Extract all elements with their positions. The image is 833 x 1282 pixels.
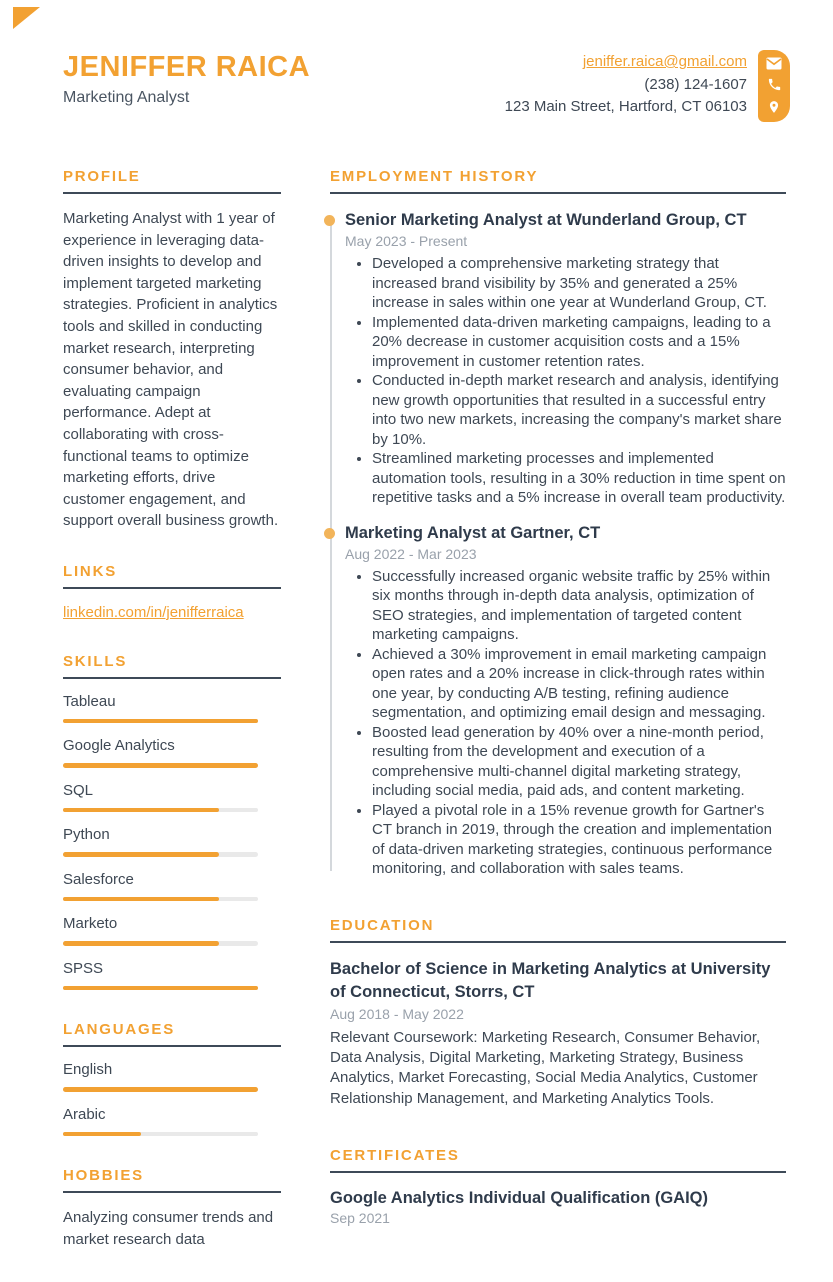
job-entry <box>345 523 786 879</box>
certificates-section <box>330 1147 786 1226</box>
person-name: JENIFFER RAICA <box>63 51 311 83</box>
skills-heading: SKILLS <box>63 653 281 679</box>
job-bullet: • Streamlined marketing processes and implemented automation tools, resulting in a 30% reduction in time spent on repetitive tasks and a 5% increase in overall team productivity. <box>372 449 786 508</box>
hobbies-text: Analyzing consumer trends and market research data <box>63 1209 274 1249</box>
skill-meter-fill <box>63 852 219 857</box>
skill-item <box>63 693 281 724</box>
job-bullet-list <box>345 254 786 508</box>
job-bullet: • Played a pivotal role in a 15% revenue growth for Gartner's CT branch in 2019, through the creation and implementation of data-driven marketing strategies, continuous performance monitoring, and collaboration with sales teams. <box>372 801 786 879</box>
skill-item <box>63 826 281 857</box>
skill-meter-fill <box>63 808 219 813</box>
job-bullet-list <box>345 567 786 879</box>
education-section <box>330 917 786 1110</box>
skill-item <box>63 960 281 991</box>
email-link[interactable]: jeniffer.raica@gmail.com <box>582 53 747 70</box>
job-bullet: • Developed a comprehensive marketing strategy that increased brand visibility by 35% and generated a 25% increase in sales within one year at Wunderland Group, CT. <box>372 254 786 313</box>
skill-meter-fill <box>63 719 258 724</box>
certificate-entry <box>330 1189 786 1226</box>
skill-label: Google Analytics <box>63 737 175 755</box>
skill-meter-fill <box>63 941 219 946</box>
skill-item <box>63 782 281 813</box>
employment-section <box>330 168 786 879</box>
job-bullet: • Successfully increased organic website traffic by 25% within six months through in-depth data analysis, optimization of SEO strategies, and implementation of targeted content marketing campaigns. <box>372 567 786 645</box>
skill-meter <box>63 719 258 724</box>
employment-timeline <box>330 210 786 879</box>
skill-item <box>63 915 281 946</box>
education-degree: Bachelor of Science in Marketing Analytics at University of Connecticut, Storrs, CT <box>330 959 771 1001</box>
languages-heading: LANGUAGES <box>63 1021 281 1047</box>
certificate-title: Google Analytics Individual Qualification (GAIQ) <box>330 1189 709 1208</box>
header <box>0 0 833 122</box>
skill-item <box>63 871 281 902</box>
location-icon <box>767 99 781 115</box>
education-dates: Aug 2018 - May 2022 <box>330 1005 464 1022</box>
phone-icon <box>767 77 782 92</box>
skill-meter <box>63 852 258 857</box>
links-heading: LINKS <box>63 563 281 589</box>
job-dates: Aug 2022 - Mar 2023 <box>345 545 477 562</box>
language-meter <box>63 1132 258 1137</box>
skill-meter <box>63 763 258 768</box>
skill-meter-fill <box>63 897 219 902</box>
address: 123 Main Street, Hartford, CT 06103 <box>504 98 747 115</box>
skill-meter-fill <box>63 763 258 768</box>
linkedin-link[interactable]: linkedin.com/in/jenifferraica <box>63 603 244 621</box>
right-column <box>330 168 786 1282</box>
envelope-icon <box>766 57 782 70</box>
skill-label: SQL <box>63 781 94 799</box>
skill-label: SPSS <box>63 959 104 977</box>
job-bullet: • Conducted in-depth market research and analysis, identifying new growth opportunities that resulted in a successful entry into two new markets, increasing the company's market share by 10%. <box>372 371 786 449</box>
job-title: Senior Marketing Analyst at Wunderland Group, CT <box>345 210 786 231</box>
language-meter <box>63 1087 258 1092</box>
job-dates: May 2023 - Present <box>345 233 468 249</box>
person-job-title: Marketing Analyst <box>63 89 190 106</box>
skill-item <box>63 737 281 768</box>
languages-section <box>63 1021 281 1136</box>
job-bullet: • Achieved a 30% improvement in email marketing campaign open rates and a 20% increase in click-through rates within one year, by conducting A/B testing, refining audience segmentation, and optimizing email design and messaging. <box>372 645 786 723</box>
contact-icon-strip <box>758 50 790 122</box>
profile-heading: PROFILE <box>63 168 281 194</box>
language-label: Arabic <box>63 1105 106 1123</box>
language-meter-fill <box>63 1087 258 1092</box>
skill-meter <box>63 941 258 946</box>
profile-text: Marketing Analyst with 1 year of experience in leveraging data-driven insights to develop and implement targeted marketing strategies. Proficient in analytics tools and skilled in conducting market research, interpreting consumer behavior, and evaluating campaign performance. Adept at collaborating with cross-functional teams to optimize marketing efforts, drive customer engagement, and support overall business growth. <box>63 210 279 530</box>
skill-meter <box>63 808 258 813</box>
skill-label: Tableau <box>63 692 116 710</box>
job-bullet: • Implemented data-driven marketing campaigns, leading to a 20% decrease in customer acquisition costs and a 15% improvement in customer retention rates. <box>372 313 786 372</box>
hobbies-section <box>63 1167 281 1251</box>
job-title: Marketing Analyst at Gartner, CT <box>345 523 786 544</box>
education-description: Relevant Coursework: Marketing Research, Consumer Behavior, Data Analysis, Digital Marketing, Marketing Strategy, Business Analytics, Market Forecasting, Social Media Analytics, Customer Relationship Management, and Marketing Analytics Tools. <box>330 1028 761 1107</box>
profile-section <box>63 168 281 532</box>
skill-meter <box>63 986 258 991</box>
language-meter-fill <box>63 1132 141 1137</box>
education-heading: EDUCATION <box>330 917 786 943</box>
job-entry <box>345 210 786 508</box>
education-entry <box>330 958 786 1110</box>
skill-label: Salesforce <box>63 870 134 888</box>
skill-label: Marketo <box>63 915 118 933</box>
contact-block <box>505 50 790 122</box>
hobbies-heading: HOBBIES <box>63 1167 281 1193</box>
language-item <box>63 1106 281 1137</box>
employment-heading: EMPLOYMENT HISTORY <box>330 168 786 194</box>
certificate-dates: Sep 2021 <box>330 1210 390 1227</box>
left-column <box>63 168 281 1282</box>
phone-number: (238) 124-1607 <box>644 75 747 93</box>
skill-meter <box>63 897 258 902</box>
links-section <box>63 563 281 622</box>
language-item <box>63 1061 281 1092</box>
skills-section <box>63 653 281 991</box>
skill-label: Python <box>63 826 110 844</box>
content-columns <box>0 168 833 1282</box>
contact-lines <box>505 50 747 119</box>
certificates-heading: CERTIFICATES <box>330 1147 786 1173</box>
job-bullet: • Boosted lead generation by 40% over a nine-month period, resulting from the development and execution of a comprehensive multi-channel digital marketing strategy, including social media, paid ads, and content marketing. <box>372 723 786 801</box>
identity-block <box>63 50 310 107</box>
skill-meter-fill <box>63 986 258 991</box>
language-label: English <box>63 1061 113 1079</box>
